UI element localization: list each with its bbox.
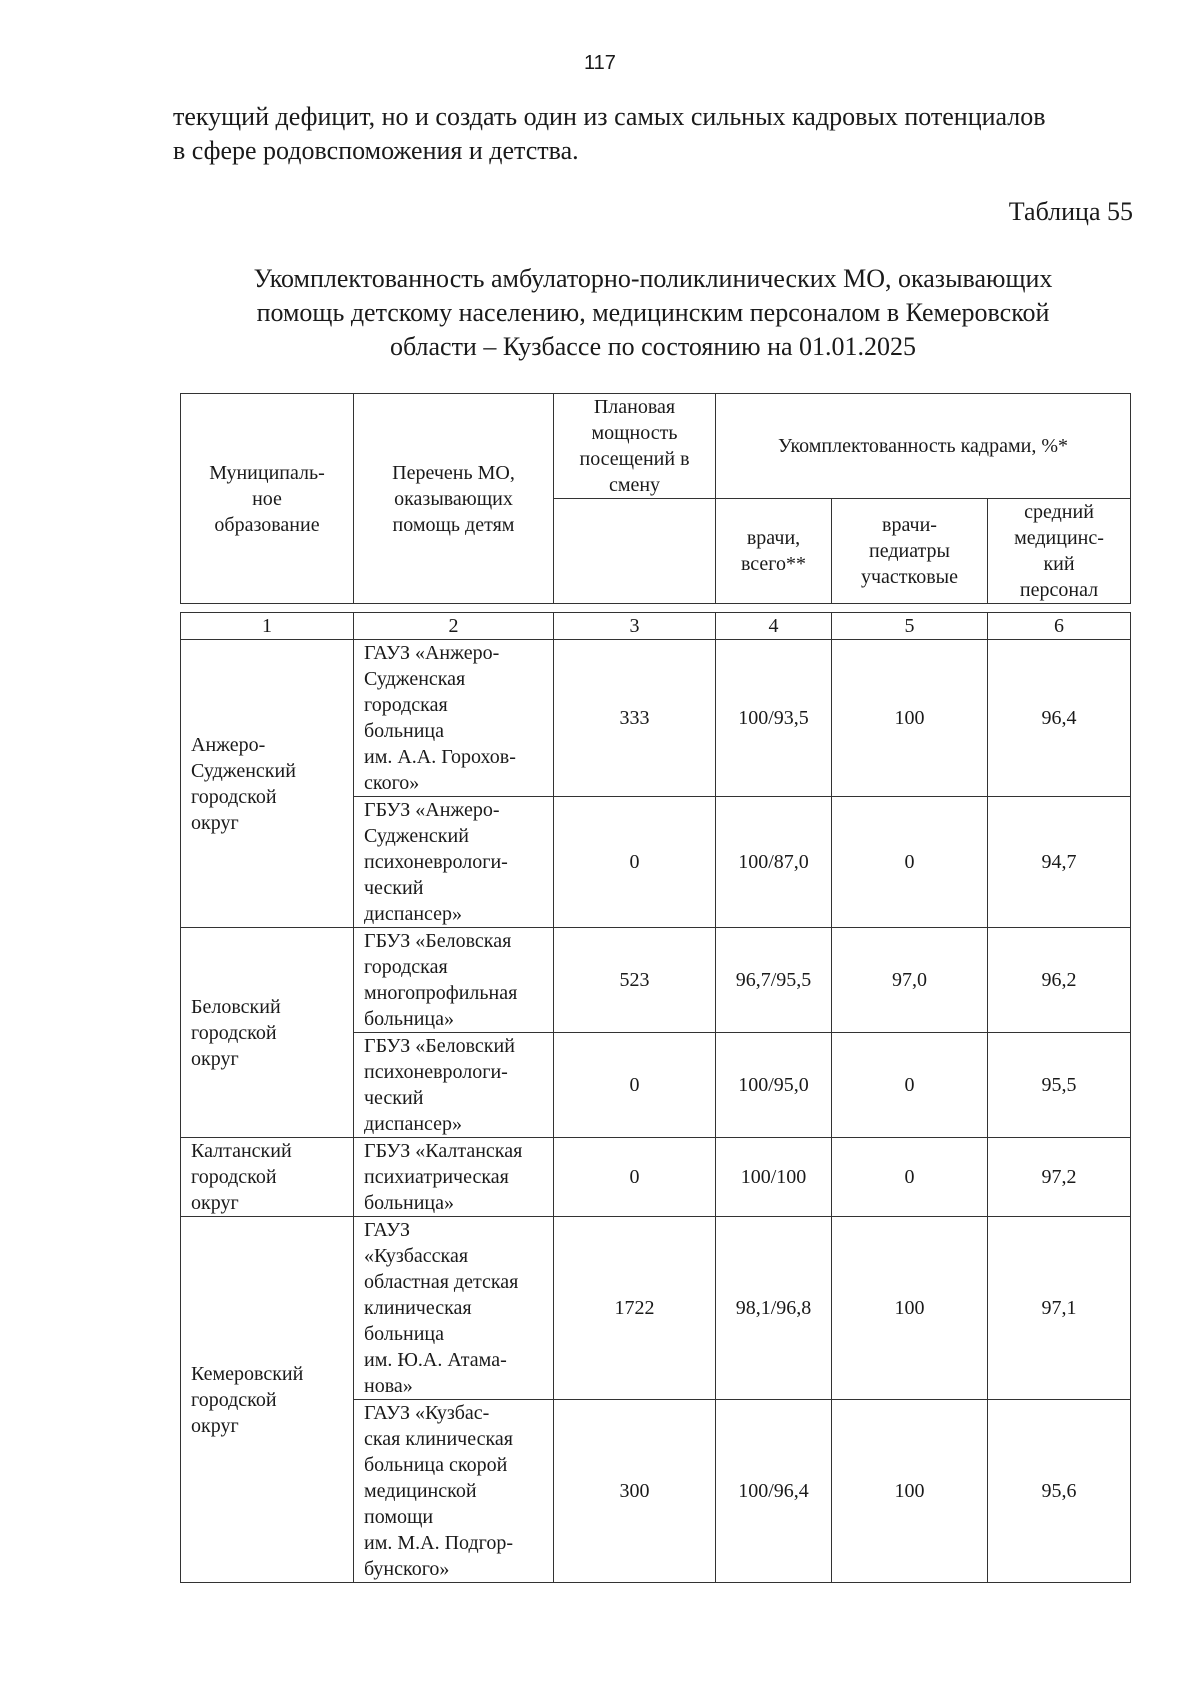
doctors-cell: 98,1/96,8 <box>716 1217 832 1400</box>
municipality-cell: Анжеро- Судженский городской округ <box>181 640 354 928</box>
pediatricians-cell: 97,0 <box>832 928 988 1033</box>
table-title-line: области – Кузбассе по состоянию на 01.01.2025 <box>389 332 917 361</box>
nurses-cell: 97,1 <box>988 1217 1131 1400</box>
header-staffing-group: Укомплектованность кадрами, %* <box>716 394 1131 499</box>
table-row <box>181 1217 1131 1400</box>
header-capacity: Плановая мощность посещений в смену <box>554 394 716 499</box>
organization-cell: ГБУЗ «Калтанская психиатрическая больница» <box>354 1138 554 1217</box>
table-title <box>173 262 1133 364</box>
nurses-cell: 97,2 <box>988 1138 1131 1217</box>
header-pediatricians: врачи- педиатры участковые <box>832 499 988 604</box>
municipality-cell: Калтанский городской округ <box>181 1138 354 1217</box>
doctors-cell: 96,7/95,5 <box>716 928 832 1033</box>
organization-cell: ГБУЗ «Беловская городская многопрофильная больница» <box>354 928 554 1033</box>
header-organizations: Перечень МО, оказывающих помощь детям <box>354 394 554 604</box>
organization-cell: ГБУЗ «Беловский психоневрологи- ческий диспансер» <box>354 1033 554 1138</box>
capacity-cell: 1722 <box>554 1217 716 1400</box>
staffing-table <box>180 612 1131 1583</box>
pediatricians-cell: 100 <box>832 640 988 797</box>
column-number: 5 <box>832 613 988 640</box>
table-title-line: помощь детскому населению, медицинским персоналом в Кемеровской <box>256 298 1050 327</box>
organization-cell: ГАУЗ «Анжеро- Судженская городская больница им. А.А. Горохов- ского» <box>354 640 554 797</box>
column-number: 1 <box>181 613 354 640</box>
intro-paragraph <box>173 100 1133 168</box>
column-number: 4 <box>716 613 832 640</box>
capacity-cell: 0 <box>554 797 716 928</box>
municipality-cell: Беловский городской округ <box>181 928 354 1138</box>
table-row <box>181 928 1131 1033</box>
header-doctors: врачи, всего** <box>716 499 832 604</box>
nurses-cell: 95,6 <box>988 1400 1131 1583</box>
table-row <box>181 640 1131 797</box>
table-header <box>180 393 1131 604</box>
capacity-cell: 300 <box>554 1400 716 1583</box>
column-number-row <box>181 613 1131 640</box>
page-number: 117 <box>584 52 616 74</box>
header-nurses: средний медицинс- кий персонал <box>988 499 1131 604</box>
pediatricians-cell: 0 <box>832 1138 988 1217</box>
table-caption: Таблица 55 <box>1008 197 1133 226</box>
organization-cell: ГАУЗ «Кузбас- ская клиническая больница скорой медицинской помощи им. М.А. Подгор- бунского» <box>354 1400 554 1583</box>
table-title-line: Укомплектованность амбулаторно-поликлинических МО, оказывающих <box>253 264 1053 293</box>
column-number: 2 <box>354 613 554 640</box>
capacity-cell: 0 <box>554 1033 716 1138</box>
pediatricians-cell: 0 <box>832 1033 988 1138</box>
column-number: 3 <box>554 613 716 640</box>
nurses-cell: 96,4 <box>988 640 1131 797</box>
table-row <box>181 1138 1131 1217</box>
nurses-cell: 94,7 <box>988 797 1131 928</box>
pediatricians-cell: 100 <box>832 1217 988 1400</box>
capacity-cell: 333 <box>554 640 716 797</box>
doctors-cell: 100/95,0 <box>716 1033 832 1138</box>
header-capacity-empty <box>554 499 716 604</box>
pediatricians-cell: 100 <box>832 1400 988 1583</box>
paragraph-line: текущий дефицит, но и создать один из самых сильных кадровых потенциалов <box>173 102 1046 131</box>
organization-cell: ГАУЗ «Кузбасская областная детская клиническая больница им. Ю.А. Атама- нова» <box>354 1217 554 1400</box>
capacity-cell: 523 <box>554 928 716 1033</box>
doctors-cell: 100/87,0 <box>716 797 832 928</box>
capacity-cell: 0 <box>554 1138 716 1217</box>
municipality-cell: Кемеровский городской округ <box>181 1217 354 1583</box>
header-municipality: Муниципаль- ное образование <box>181 394 354 604</box>
paragraph-line: в сфере родовспоможения и детства. <box>173 136 579 165</box>
doctors-cell: 100/93,5 <box>716 640 832 797</box>
nurses-cell: 95,5 <box>988 1033 1131 1138</box>
pediatricians-cell: 0 <box>832 797 988 928</box>
doctors-cell: 100/96,4 <box>716 1400 832 1583</box>
doctors-cell: 100/100 <box>716 1138 832 1217</box>
nurses-cell: 96,2 <box>988 928 1131 1033</box>
column-number: 6 <box>988 613 1131 640</box>
organization-cell: ГБУЗ «Анжеро- Судженский психоневрологи- ческий диспансер» <box>354 797 554 928</box>
